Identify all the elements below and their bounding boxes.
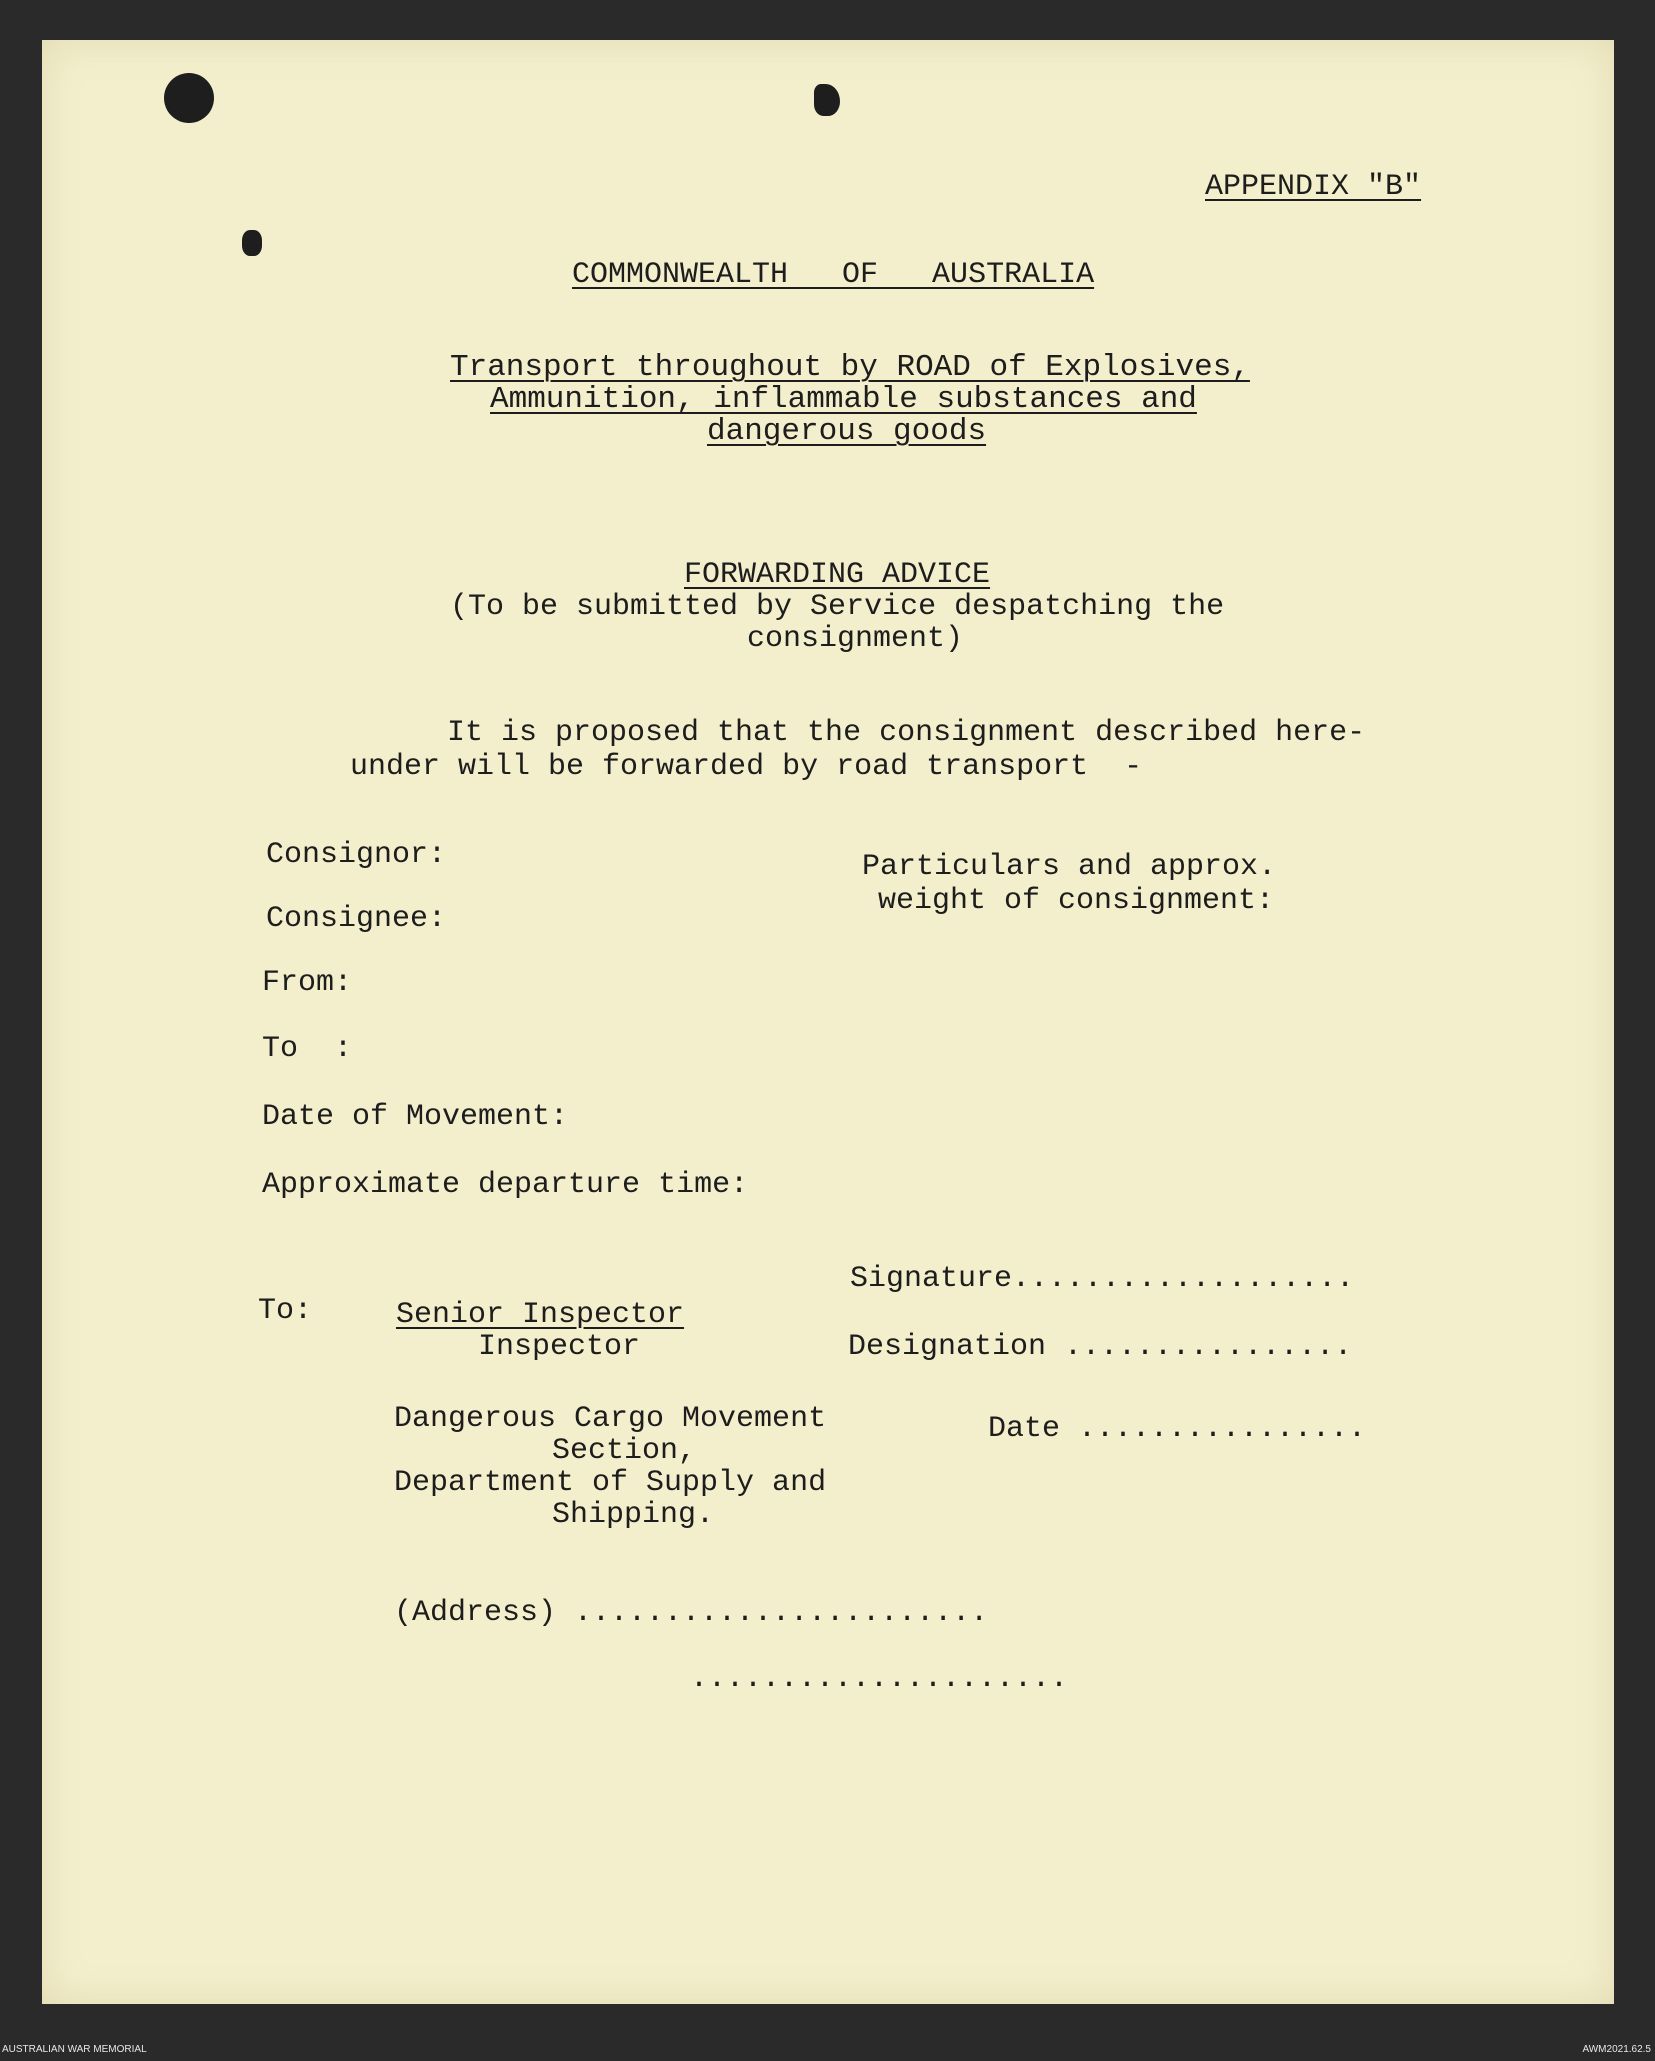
signature-line: Signature................... xyxy=(850,1262,1355,1296)
particulars-line-1: Particulars and approx. xyxy=(862,850,1277,884)
punch-mark xyxy=(814,84,840,116)
inspector: Inspector xyxy=(478,1330,641,1364)
transport-title-line-2: Ammunition, inflammable substances and xyxy=(490,382,1197,417)
footer-right: AWM2021.62.5 xyxy=(1582,2044,1651,2055)
address-line-1: (Address) ....................... xyxy=(394,1596,989,1630)
departure-time-label: Approximate departure time: xyxy=(262,1168,749,1202)
consignor-label: Consignor: xyxy=(266,838,447,872)
forwarding-note-line-1: (To be submitted by Service despatching the xyxy=(450,590,1225,624)
punch-mark-small xyxy=(242,230,262,256)
transport-title-line-1: Transport throughout by ROAD of Explosives, xyxy=(450,350,1250,385)
commonwealth-heading: COMMONWEALTH OF AUSTRALIA xyxy=(572,258,1095,292)
document-page xyxy=(42,40,1614,2004)
punch-hole xyxy=(164,73,214,123)
senior-inspector: Senior Inspector xyxy=(396,1298,685,1332)
intro-line-1: It is proposed that the consignment described here- xyxy=(447,716,1366,750)
to-label: To : xyxy=(262,1032,353,1066)
date-line: Date ................ xyxy=(988,1412,1367,1446)
particulars-line-2: weight of consignment: xyxy=(878,884,1275,918)
addressee-to-label: To: xyxy=(258,1294,313,1328)
dept-line-4: Shipping. xyxy=(552,1498,715,1532)
dept-line-1: Dangerous Cargo Movement xyxy=(394,1402,827,1436)
dept-line-2: Section, xyxy=(552,1434,697,1468)
forwarding-note-line-2: consignment) xyxy=(747,622,964,656)
footer-left: AUSTRALIAN WAR MEMORIAL xyxy=(2,2044,147,2055)
address-line-2: ..................... xyxy=(690,1662,1069,1696)
transport-title-line-3: dangerous goods xyxy=(707,414,987,449)
intro-line-2: under will be forwarded by road transport - xyxy=(350,750,1143,784)
appendix-heading: APPENDIX "B" xyxy=(1205,170,1422,204)
consignee-label: Consignee: xyxy=(266,902,447,936)
from-label: From: xyxy=(262,966,353,1000)
dept-line-3: Department of Supply and xyxy=(394,1466,827,1500)
designation-line: Designation ................ xyxy=(848,1330,1353,1364)
date-of-movement-label: Date of Movement: xyxy=(262,1100,569,1134)
forwarding-advice-title: FORWARDING ADVICE xyxy=(684,558,991,592)
